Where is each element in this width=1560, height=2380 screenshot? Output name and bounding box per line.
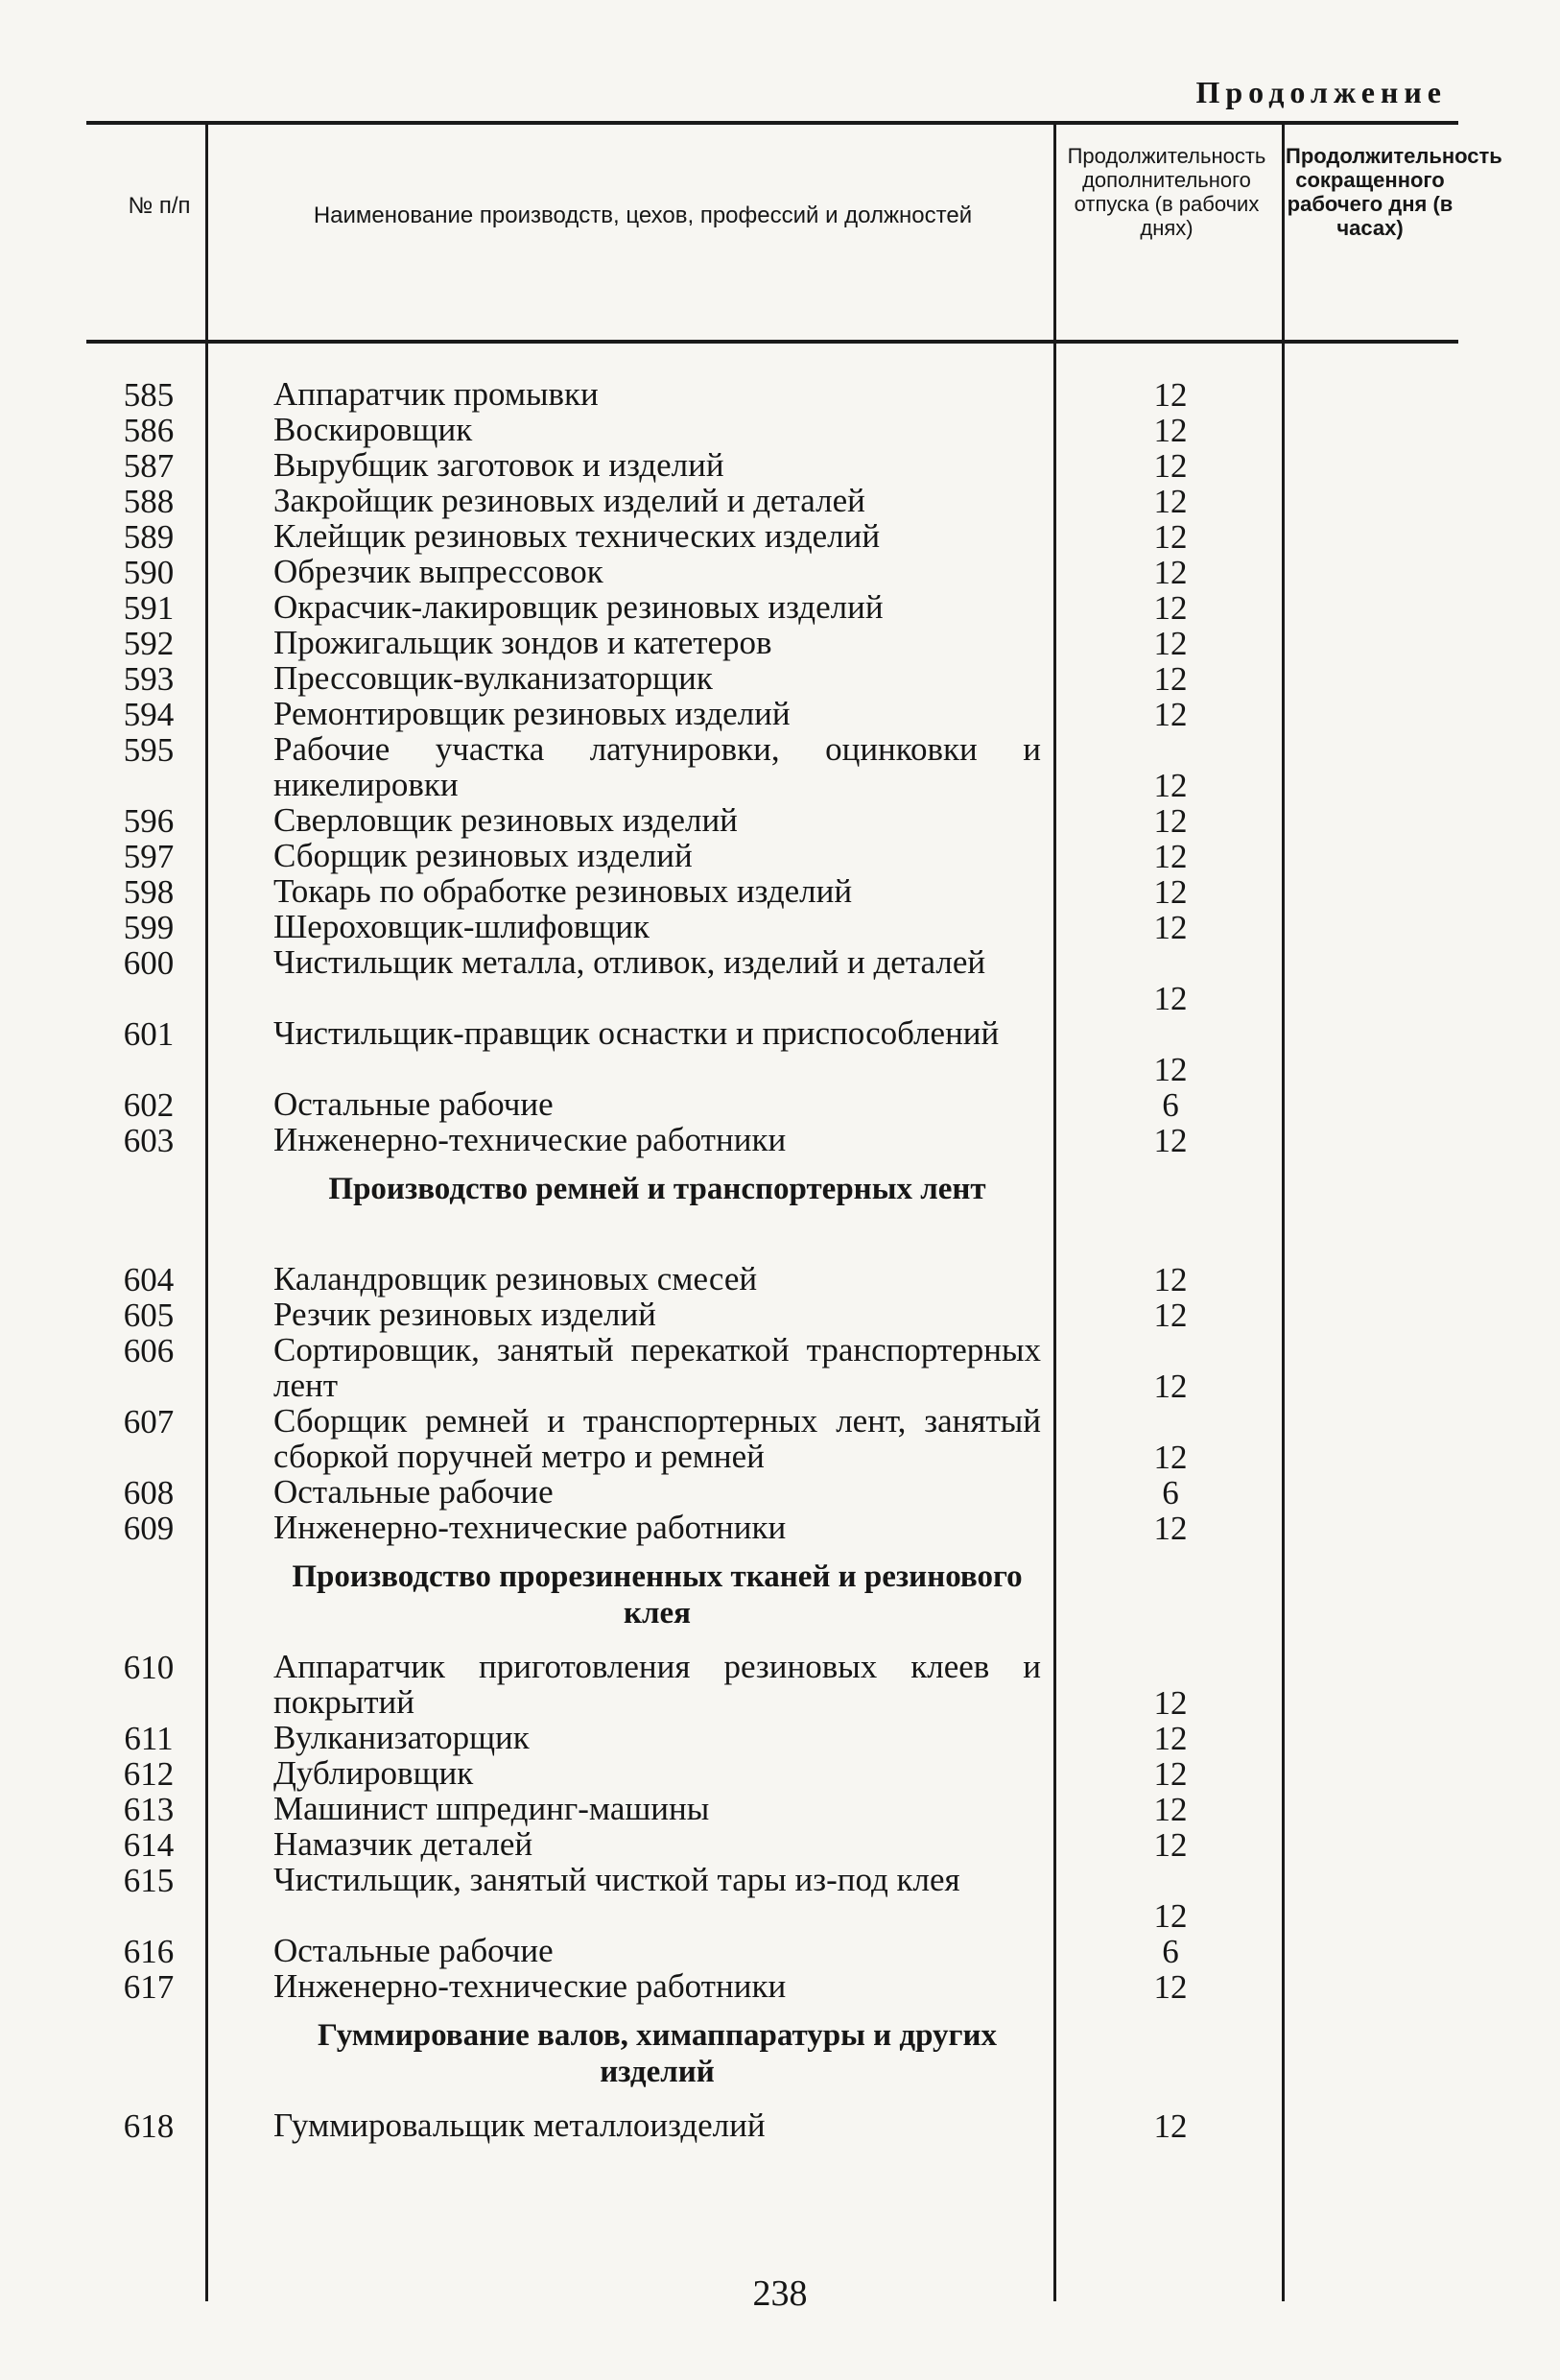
row-name: Остальные рабочие (273, 1932, 554, 1969)
row-name: Гуммировальщик металлоизделий (273, 2106, 766, 2144)
row-leave-days: 12 (1153, 447, 1188, 485)
row-number: 600 (123, 944, 175, 982)
row-number: 614 (123, 1826, 175, 1864)
row-number: 612 (123, 1755, 175, 1793)
row-name: Чистильщик металла, отливок, изделий и деталей (273, 943, 986, 981)
row-name: Инженерно-технические работники (273, 1509, 787, 1546)
row-name: Аппаратчик приготовления резиновых клеев и покрытий (273, 1648, 1041, 1721)
row-number: 592 (123, 625, 175, 662)
row-leave-days: 12 (1153, 1684, 1188, 1722)
row-leave-days: 6 (1162, 1933, 1179, 1970)
section-heading: Производство прорезиненных тканей и резинового клея (292, 1559, 1023, 1630)
row-leave-days: 12 (1153, 980, 1188, 1017)
row-leave-days: 12 (1153, 873, 1188, 911)
row-name: Шероховщик-шлифовщик (273, 908, 650, 945)
row-name: Токарь по обработке резиновых изделий (273, 872, 853, 910)
row-leave-days: 12 (1153, 838, 1188, 875)
row-leave-days: 12 (1153, 1122, 1188, 1159)
header-extra-leave: Продолжительность дополнительного отпуска (в рабочих днях) (1067, 144, 1266, 240)
row-number: 615 (123, 1862, 175, 1899)
row-leave-days: 12 (1153, 1297, 1188, 1334)
row-name: Окрасчик-лакировщик резиновых изделий (273, 588, 884, 626)
row-leave-days: 6 (1162, 1086, 1179, 1124)
row-leave-days: 12 (1153, 909, 1188, 946)
row-number: 603 (123, 1122, 175, 1159)
row-leave-days: 12 (1153, 589, 1188, 627)
row-number: 596 (123, 802, 175, 840)
page-number: 238 (752, 2273, 808, 2314)
row-leave-days: 12 (1153, 1968, 1188, 2006)
row-number: 599 (123, 909, 175, 946)
row-number: 609 (123, 1510, 175, 1547)
row-name: Резчик резиновых изделий (273, 1296, 656, 1333)
row-number: 610 (123, 1649, 175, 1686)
row-number: 595 (123, 731, 175, 769)
header-short-day: Продолжительность сокращенного рабочего дня (в часах) (1286, 144, 1502, 240)
row-leave-days: 12 (1153, 1755, 1188, 1793)
row-leave-days: 12 (1153, 696, 1188, 733)
row-name: Чистильщик, занятый чисткой тары из-под клея (273, 1861, 960, 1898)
row-leave-days: 12 (1153, 1826, 1188, 1864)
continued-label: Продолжение (1195, 75, 1447, 109)
row-number: 607 (123, 1403, 175, 1440)
row-number: 588 (123, 483, 175, 520)
row-name: Прожигальщик зондов и катетеров (273, 624, 772, 661)
row-name: Остальные рабочие (273, 1085, 554, 1123)
row-number: 608 (123, 1474, 175, 1511)
row-number: 593 (123, 660, 175, 698)
row-name: Сверловщик резиновых изделий (273, 801, 738, 839)
row-number: 586 (123, 412, 175, 449)
row-leave-days: 12 (1153, 376, 1188, 414)
row-name: Прессовщик-вулканизаторщик (273, 659, 713, 697)
row-name: Инженерно-технические работники (273, 1121, 787, 1158)
row-number: 611 (124, 1720, 174, 1757)
row-name: Остальные рабочие (273, 1473, 554, 1511)
row-leave-days: 12 (1153, 518, 1188, 556)
row-number: 591 (123, 589, 175, 627)
row-leave-days: 12 (1153, 625, 1188, 662)
row-number: 589 (123, 518, 175, 556)
row-name: Чистильщик-правщик оснастки и приспособлений (273, 1014, 1000, 1052)
row-name: Закройщик резиновых изделий и деталей (273, 482, 865, 519)
row-name: Сборщик резиновых изделий (273, 837, 693, 874)
row-number: 613 (123, 1791, 175, 1828)
row-name: Вырубщик заготовок и изделий (273, 446, 724, 484)
row-leave-days: 12 (1153, 483, 1188, 520)
row-leave-days: 12 (1153, 802, 1188, 840)
row-number: 587 (123, 447, 175, 485)
row-name: Клейщик резиновых технических изделий (273, 517, 881, 555)
row-name: Аппаратчик промывки (273, 375, 599, 413)
row-leave-days: 12 (1153, 554, 1188, 591)
row-number: 617 (123, 1968, 175, 2006)
row-leave-days: 12 (1153, 1439, 1188, 1476)
row-leave-days: 6 (1162, 1474, 1179, 1511)
row-leave-days: 12 (1153, 660, 1188, 698)
row-leave-days: 12 (1153, 767, 1188, 804)
row-number: 590 (123, 554, 175, 591)
row-number: 602 (123, 1086, 175, 1124)
row-name: Обрезчик выпрессовок (273, 553, 603, 590)
row-leave-days: 12 (1153, 412, 1188, 449)
row-number: 616 (123, 1933, 175, 1970)
row-name: Рабочие участка латунировки, оцинковки и никелировки (273, 730, 1041, 803)
row-name: Инженерно-технические работники (273, 1967, 787, 2005)
row-number: 618 (123, 2107, 175, 2145)
row-name: Сборщик ремней и транспортерных лент, занятый сборкой поручней метро и ремней (273, 1402, 1041, 1475)
row-number: 605 (123, 1297, 175, 1334)
header-number: № п/п (128, 193, 191, 219)
row-leave-days: 12 (1153, 1368, 1188, 1405)
row-leave-days: 12 (1153, 1720, 1188, 1757)
row-number: 606 (123, 1332, 175, 1369)
row-leave-days: 12 (1153, 1510, 1188, 1547)
row-leave-days: 12 (1153, 1051, 1188, 1088)
row-name: Вулканизаторщик (273, 1719, 530, 1756)
row-name: Машинист шпрединг-машины (273, 1790, 710, 1827)
row-name: Каландровщик резиновых смесей (273, 1260, 758, 1297)
row-leave-days: 12 (1153, 1897, 1188, 1935)
row-leave-days: 12 (1153, 1791, 1188, 1828)
row-number: 585 (123, 376, 175, 414)
header-name: Наименование производств, цехов, профессий и должностей (313, 202, 973, 228)
row-number: 597 (123, 838, 175, 875)
row-name: Намазчик деталей (273, 1825, 533, 1863)
section-heading: Гуммирование валов, химаппаратуры и других изделий (317, 2018, 998, 2089)
row-number: 598 (123, 873, 175, 911)
row-leave-days: 12 (1153, 1261, 1188, 1298)
row-name: Ремонтировщик резиновых изделий (273, 695, 791, 732)
row-number: 594 (123, 696, 175, 733)
row-name: Дублировщик (273, 1754, 474, 1792)
section-heading: Производство ремней и транспортерных лент (328, 1172, 986, 1206)
row-number: 604 (123, 1261, 175, 1298)
row-name: Сортировщик, занятый перекаткой транспортерных лент (273, 1331, 1041, 1404)
row-name: Воскировщик (273, 411, 473, 448)
row-leave-days: 12 (1153, 2107, 1188, 2145)
row-number: 601 (123, 1015, 175, 1053)
